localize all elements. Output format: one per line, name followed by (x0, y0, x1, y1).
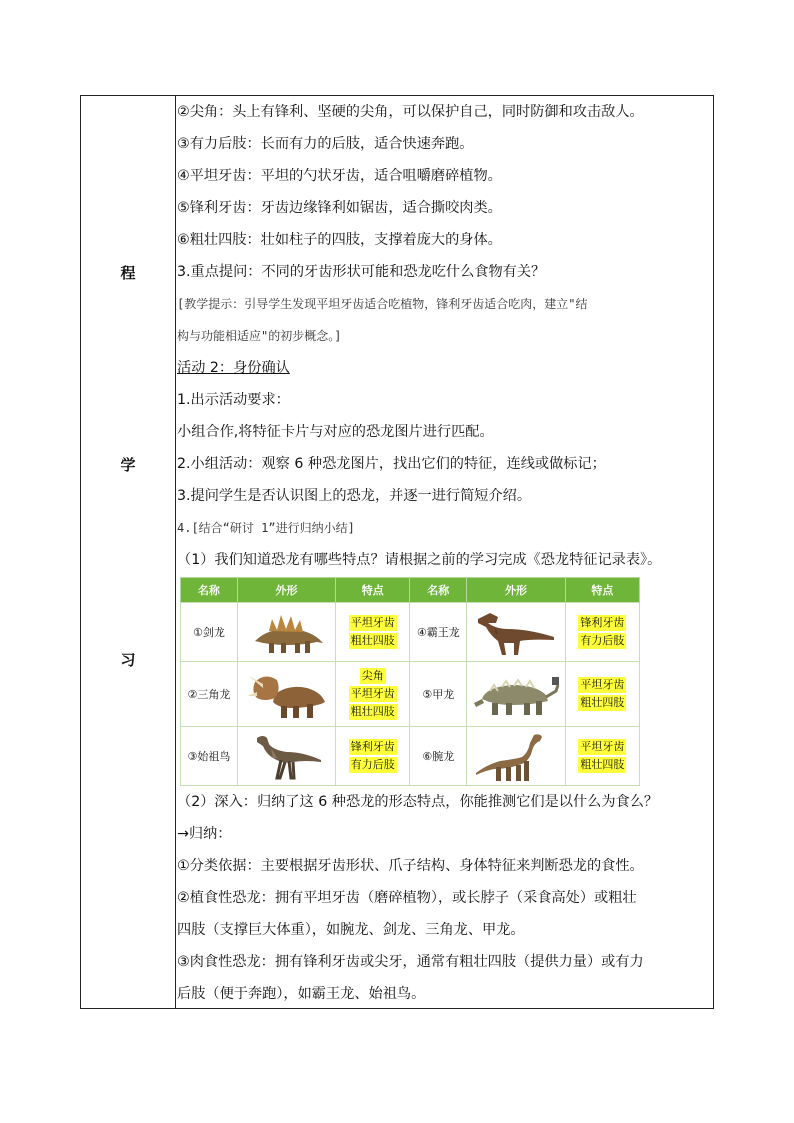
feature-cell (336, 662, 410, 727)
dino-name: ④霸王龙 (410, 603, 467, 662)
text-line: 2.小组活动：观察 6 种恐龙图片，找出它们的特征，连线或做标记； (177, 456, 606, 472)
column-header: 特点 (336, 578, 410, 603)
side-label-cheng: 程 (120, 264, 136, 282)
feature-tag: 粗壮四肢 (580, 696, 625, 709)
feature-tag: 平坦牙齿 (580, 740, 625, 753)
text-line: ④平坦牙齿：平坦的勺状牙齿，适合咀嚼磨碎植物。 (177, 168, 502, 184)
ankylosaurus-image (467, 662, 566, 727)
side-label-xue: 学 (120, 456, 136, 474)
text-line: ③有力后肢：长而有力的后肢，适合快速奔跑。 (177, 136, 474, 152)
triceratops-image (237, 662, 335, 727)
text-line: ⑥粗壮四肢：壮如柱子的四肢，支撑着庞大的身体。 (177, 232, 502, 248)
text-line: 3.重点提问：不同的牙齿形状可能和恐龙吃什么食物有关？ (177, 264, 546, 280)
feature-tag: 粗壮四肢 (580, 758, 625, 771)
table-row (181, 603, 640, 662)
text-line: 后肢（便于奔跑），如霸王龙、始祖鸟。 (177, 986, 426, 1002)
teaching-hint: 构与功能相适应"的初步概念。] (177, 329, 342, 343)
text-line: ⑤锋利牙齿：牙齿边缘锋利如锯齿，适合撕咬肉类。 (177, 200, 502, 216)
dino-name: ②三角龙 (181, 662, 238, 727)
table-row (181, 662, 640, 727)
feature-tag: 有力后肢 (580, 634, 625, 647)
feature-tag: 平坦牙齿 (350, 616, 395, 629)
text-line: （1）我们知道恐龙有哪些特点？请根据之前的学习完成《恐龙特征记录表》。 (177, 552, 662, 568)
teaching-hint: [教学提示：引导学生发现平坦牙齿适合吃植物，锋利牙齿适合吃肉，建立"结 (177, 297, 588, 311)
column-header: 外形 (237, 578, 335, 603)
dino-name: ⑤甲龙 (410, 662, 467, 727)
text-line: 四肢（支撑巨大体重），如腕龙、剑龙、三角龙、甲龙。 (177, 922, 525, 938)
text-line: 1.出示活动要求： (177, 392, 290, 408)
text-line: ②植食性恐龙：拥有平坦牙齿（磨碎植物），或长脖子（采食高处）或粗壮 (177, 890, 637, 906)
column-header: 外形 (467, 578, 566, 603)
text-line: ③肉食性恐龙：拥有锋利牙齿或尖牙，通常有粗壮四肢（提供力量）或有力 (177, 954, 644, 970)
stegosaurus-image (237, 603, 335, 662)
activity-heading: 活动 2：身份确认 (177, 360, 290, 376)
feature-tag: 平坦牙齿 (350, 687, 395, 700)
column-header: 名称 (410, 578, 467, 603)
feature-tag: 平坦牙齿 (580, 678, 625, 691)
table-row (181, 727, 640, 786)
feature-tag: 粗壮四肢 (350, 634, 395, 647)
text-line: 小组合作,将特征卡片与对应的恐龙图片进行匹配。 (177, 424, 494, 440)
feature-tag: 尖角 (361, 669, 384, 682)
dino-name: ①剑龙 (181, 603, 238, 662)
feature-cell (336, 603, 410, 662)
side-label-xi: 习 (120, 651, 136, 669)
feature-tag: 锋利牙齿 (580, 616, 625, 629)
feature-cell (565, 662, 639, 727)
feature-tag: 粗壮四肢 (350, 705, 395, 718)
dino-name: ⑥腕龙 (410, 727, 467, 786)
text-line: ②尖角：头上有锋利、坚硬的尖角，可以保护自己，同时防御和攻击敌人。 (177, 104, 644, 120)
column-divider (175, 96, 176, 1008)
text-line: 3.提问学生是否认识图上的恐龙，并逐一进行简短介绍。 (177, 488, 532, 504)
text-line: （2）深入：归纳了这 6 种恐龙的形态特点，你能推测它们是以什么为食么？ (177, 794, 659, 810)
table-header-row (181, 578, 640, 603)
column-header: 名称 (181, 578, 238, 603)
brachiosaurus-image (467, 727, 566, 786)
lesson-table-frame (80, 95, 714, 1009)
dino-name: ③始祖鸟 (181, 727, 238, 786)
feature-cell (565, 727, 639, 786)
feature-tag: 有力后肢 (350, 758, 395, 771)
text-line: ①分类依据：主要根据牙齿形状、爪子结构、身体特征来判断恐龙的食性。 (177, 858, 644, 874)
feature-cell (336, 727, 410, 786)
column-header: 特点 (565, 578, 639, 603)
feature-cell (565, 603, 639, 662)
tyrannosaurus-image (467, 603, 566, 662)
text-line: 4.[结合“研讨 1”进行归纳小结] (177, 521, 355, 535)
feature-tag: 锋利牙齿 (350, 740, 395, 753)
archaeopteryx-image (237, 727, 335, 786)
text-line: →归纳： (177, 826, 232, 842)
dinosaur-feature-table (180, 577, 640, 786)
